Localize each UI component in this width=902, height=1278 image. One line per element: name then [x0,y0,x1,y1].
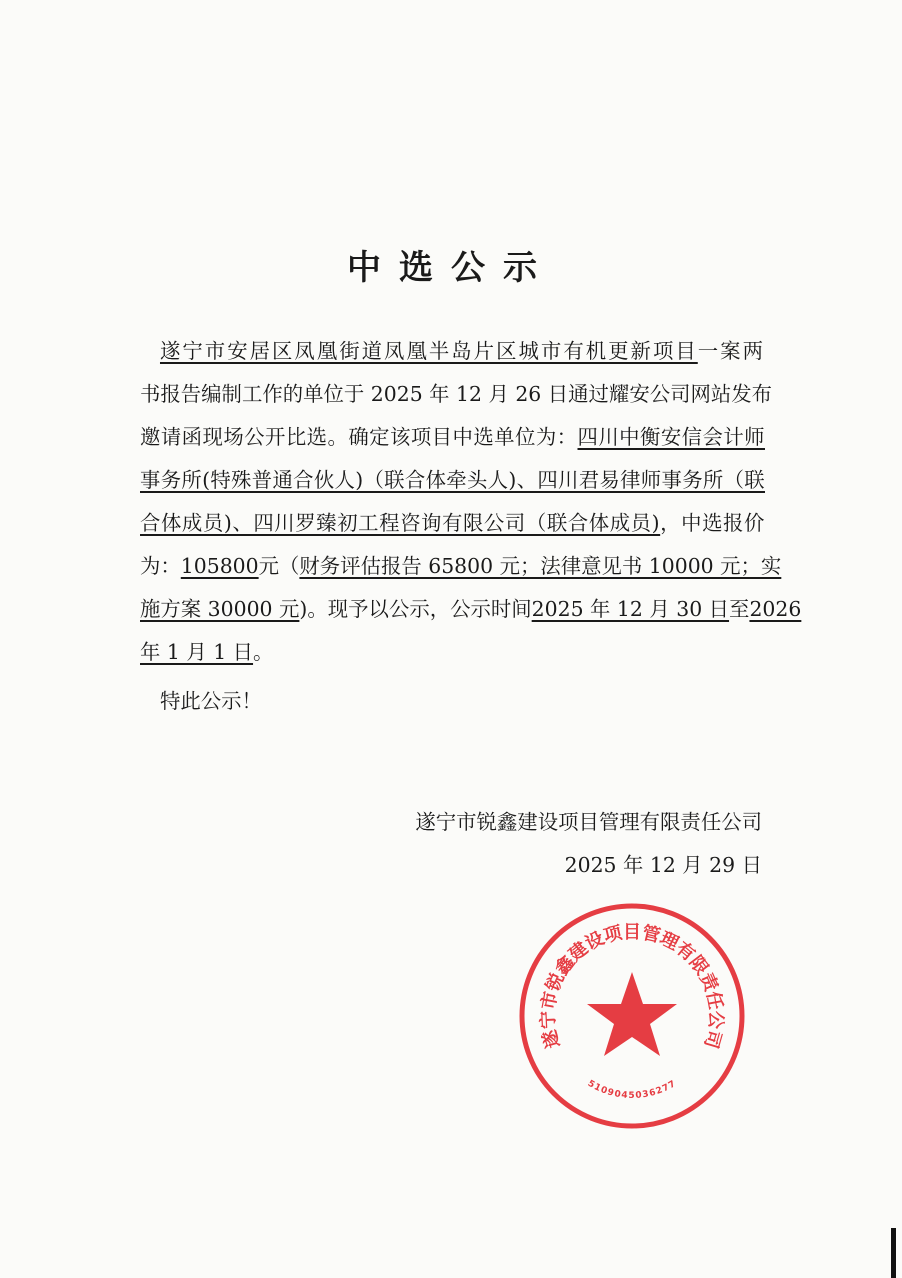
paragraph-line [140,631,765,674]
underlined-text: 四川中衡安信会计师 [577,425,765,449]
stamp-text: 遂宁市锐鑫建设项目管理有限责任公司 [537,922,727,1051]
underlined-text: 年 1 月 1 日 [140,640,254,664]
star-icon [587,972,677,1056]
paragraph-line [140,502,765,545]
underlined-text: 105800 [180,554,259,578]
text-segment: ，中选报价 [660,511,765,535]
paragraph-line [140,416,765,459]
underlined-text: 遂宁市安居区凤凰街道凤凰半岛片区城市有机更新项目 [159,339,698,363]
paragraph-line [140,373,773,416]
underlined-text: 2025 年 12 月 30 日 [531,597,730,621]
announcement-body [140,330,802,674]
signature-date: 2025 年 12 月 29 日 [564,853,762,877]
underlined-text: 2026 [749,597,802,621]
text-segment: 一案两 [697,339,765,363]
text-segment: 至 [729,597,750,621]
page-title: 中选公示 [347,248,555,288]
text-segment: 邀请函现场公开比选。确定该项目中选单位为： [140,425,578,449]
text-segment: 。 [253,640,274,664]
text-segment: )。现予以公示，公示时间 [299,597,532,621]
svg-text:5109045036277 [586,1079,679,1101]
signature-company: 遂宁市锐鑫建设项目管理有限责任公司 [415,810,762,834]
text-segment: 元（ [258,554,300,578]
text-segment: 书报告编制工作的单位于 2025 年 12 月 26 日通过耀安公司网站发布 [140,382,773,406]
stamp-code: 5109045036277 [585,1078,679,1102]
underlined-text: 合体成员)、四川罗臻初工程咨询有限公司（联合体成员) [140,511,661,535]
scan-edge-mark [891,1228,896,1278]
indent [140,330,160,373]
closing-text: 特此公示！ [160,689,262,713]
underlined-text: 财务评估报告 65800 元；法律意见书 10000 元；实 [299,554,782,578]
text-segment: 为： [140,554,181,578]
paragraph-line [140,330,765,373]
underlined-text: 施方案 30000 元 [140,597,300,621]
paragraph-line [140,545,782,588]
paragraph-line [140,588,802,631]
company-seal-stamp [516,900,748,1132]
underlined-text: 事务所(特殊普通合伙人)（联合体牵头人)、四川君易律师事务所（联 [140,468,765,492]
paragraph-line [140,459,765,502]
